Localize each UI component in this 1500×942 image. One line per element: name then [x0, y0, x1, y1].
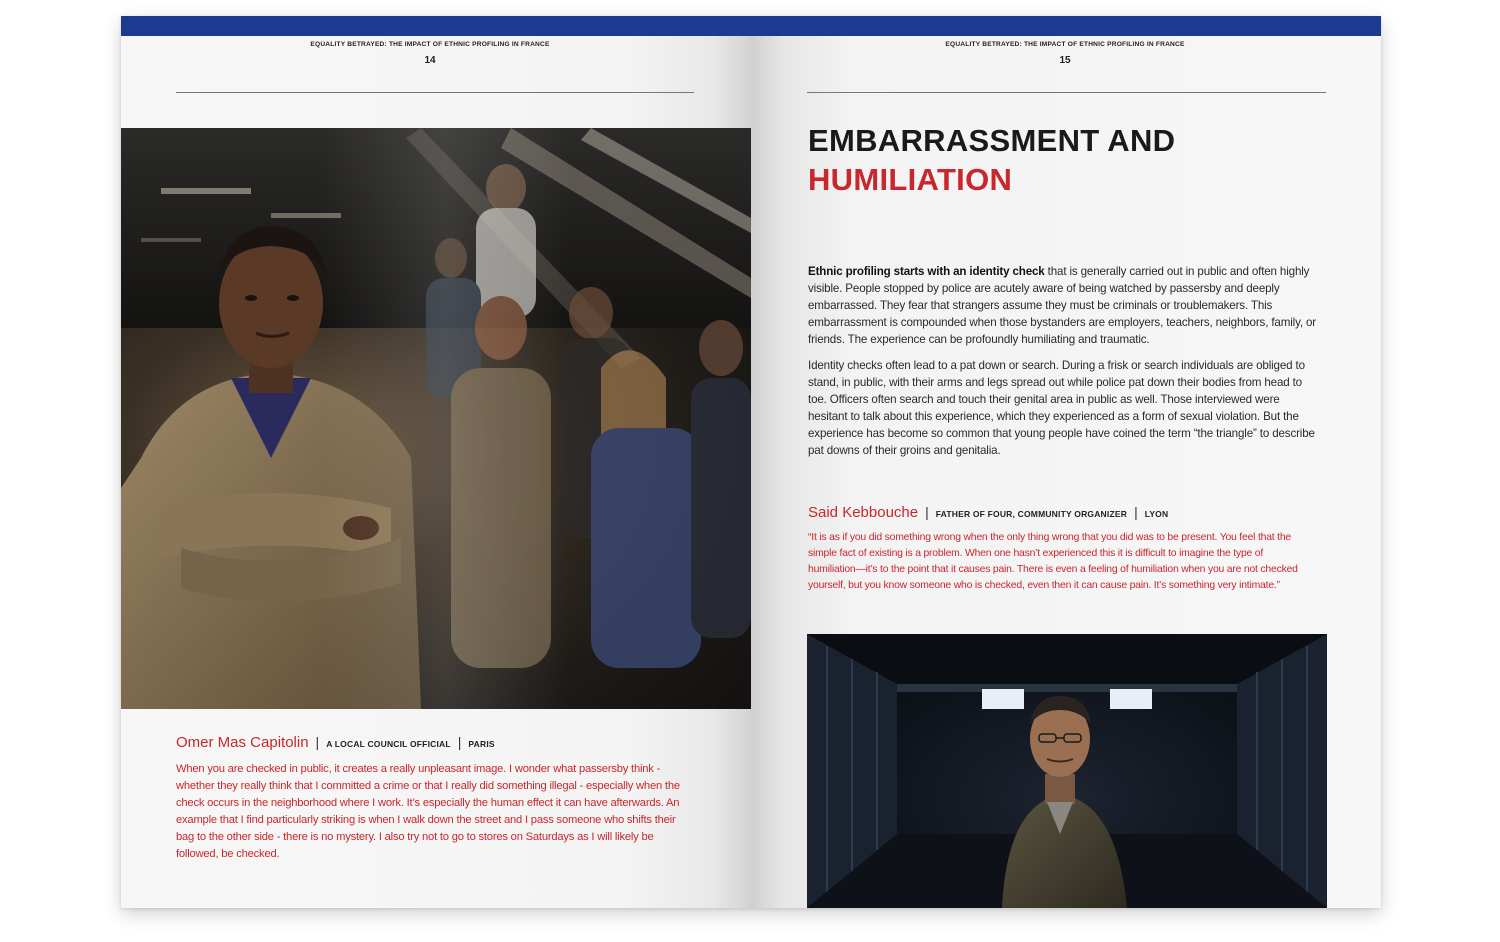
portrait-photo-said [807, 634, 1327, 908]
speaker-name: Said Kebbouche [808, 504, 919, 521]
separator-bar: | [457, 734, 462, 750]
photo-illustration [121, 128, 751, 709]
top-color-bar [121, 16, 751, 36]
page-number: 15 [1059, 55, 1071, 66]
separator-bar: | [925, 504, 929, 520]
magazine-spread [121, 16, 1381, 908]
top-color-bar [751, 16, 1381, 36]
speaker-name: Omer Mas Capitolin [176, 734, 309, 751]
speaker-role: A LOCAL COUNCIL OFFICIAL [326, 739, 451, 749]
speaker-role: FATHER OF FOUR, COMMUNITY ORGANIZER [935, 509, 1128, 519]
portrait-photo-omer [121, 128, 751, 709]
headline-line-2: HUMILIATION [808, 162, 1013, 197]
separator-bar: | [1134, 504, 1138, 520]
speaker-city: LYON [1144, 509, 1169, 519]
header-rule [807, 92, 1326, 93]
paragraph-1 [808, 263, 1320, 348]
running-head: EQUALITY BETRAYED: THE IMPACT OF ETHNIC PROFILING IN FRANCE [310, 41, 550, 48]
quote-text: “It is as if you did something wrong when the only thing wrong that you did was to be present. You feel that the simple fact of existing is a problem. When one hasn’t experienced this it is difficult to imagine the type of humiliation—it’s to the point that it causes pain. There is even a feeling of humiliation when you are not checked yourself, but you know someone who is checked, even then it can cause pain. It’s something very intimate.” [808, 532, 1298, 591]
lead-in: Ethnic profiling starts with an identity check [808, 265, 1045, 278]
paragraph-2: Identity checks often lead to a pat down or search. During a frisk or search individuals are obliged to stand, in public, with their arms and legs spread out while police pat down their bodies from head to toe. Officers often search and touch their genital area in public as well. Those interviewed were hesitant to talk about this experience, which they experienced as a form of sexual violation. But the experience has become so common that young people have coined the term “the triangle” to describe pat downs of their groins and genitalia. [808, 359, 1315, 457]
section-headline [808, 121, 1175, 199]
quote-block-omer [176, 734, 696, 863]
quote-block-said [808, 504, 1313, 594]
right-page [751, 16, 1381, 908]
photo-illustration [807, 634, 1327, 908]
speaker-city: PARIS [468, 739, 495, 749]
header-rule [176, 92, 694, 93]
paragraph-1-rest: that is generally carried out in public and often highly visible. People stopped by police are acutely aware of being watched by passersby and deeply embarrassed. They fear that strangers assume they must be criminals or troublemakers. This embarrassment is compounded when those bystanders are employers, teachers, neighbors, family, or friends. The experience can be profoundly humiliating and traumatic. [808, 265, 1317, 346]
page-number: 14 [424, 55, 436, 66]
body-text [808, 263, 1320, 468]
running-head: EQUALITY BETRAYED: THE IMPACT OF ETHNIC PROFILING IN FRANCE [945, 41, 1185, 48]
headline-line-1: EMBARRASSMENT AND [808, 123, 1176, 158]
left-page [121, 16, 751, 908]
separator-bar: | [315, 734, 320, 750]
speaker-line [808, 504, 1313, 521]
quote-text: When you are checked in public, it creates a really unpleasant image. I wonder what passersby think - whether they really think that I committed a crime or that I really did something illegal - especially when the check occurs in the neighborhood where I work. It’s especially the human effect it can have afterwards. An example that I find particularly striking is when I walk down the street and I pass someone who shifts their bag to the other side - there is no mystery. I also try not to go to stores on Saturdays as I will likely be followed, be checked. [176, 763, 680, 860]
speaker-line [176, 734, 696, 751]
